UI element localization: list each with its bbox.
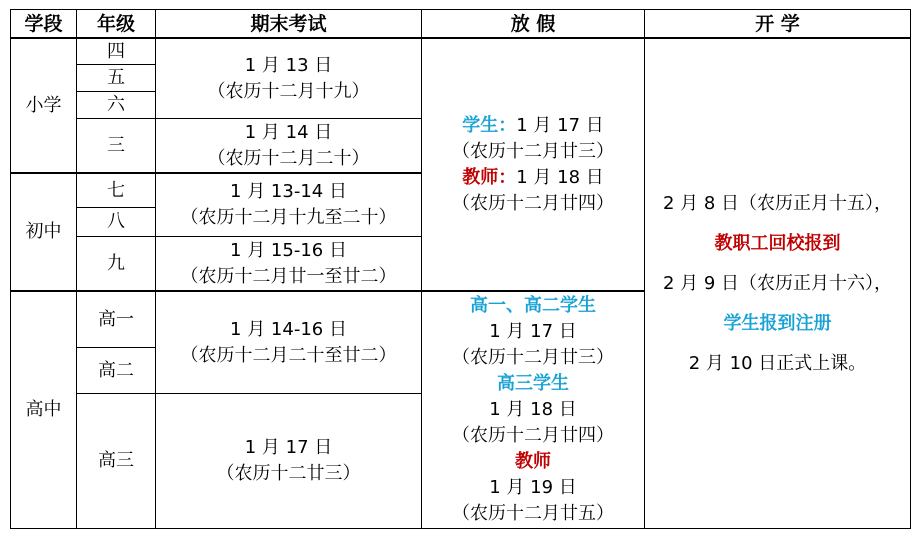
header-exam: 期末考试 [250, 12, 327, 35]
exam-primary-456: 1 月 13 日 （农历十二月十九） [207, 54, 370, 102]
header-grade: 年级 [96, 12, 135, 35]
holiday-student-line: 学生：1 月 17 日 [462, 114, 604, 136]
holiday-teacher-line: 教师：1 月 18 日 [462, 166, 604, 188]
exam-middle-78: 1 月 13-14 日 （农历十二月十九至二十） [180, 181, 397, 228]
exam-middle-9: 1 月 15-16 日 （农历十二月廿一至廿二） [180, 239, 397, 287]
section-high: 高中 [25, 399, 62, 420]
school-start-info: 2 月 8 日（农历正月十五）， 教职工回校报到 2 月 9 日（农历正月十六）， 学生报到注册 2 月 10 日正式上课。 [662, 192, 893, 374]
border-right [910, 9, 911, 529]
section-middle: 初中 [25, 221, 62, 242]
grade-san: 三 [107, 134, 125, 156]
grade-gao3: 高三 [98, 450, 134, 471]
exam-high-3: 1 月 17 日 （农历十二廿三） [216, 437, 361, 484]
holiday-high: 高一、高二学生 1 月 17 日 （农历十二月廿三） 高三学生 1 月 18 日 （农历十二月廿四） 教师 1 月 19 日 （农历十二月廿五） [452, 295, 614, 524]
border-bottom [10, 528, 911, 529]
grade-gao1: 高一 [98, 308, 134, 330]
grade-gao2: 高二 [98, 359, 134, 381]
section-primary: 小学 [25, 94, 62, 116]
grade-ba: 八 [107, 211, 125, 232]
grade-liu: 六 [107, 94, 125, 115]
exam-primary-3: 1 月 14 日 （农历十二月二十） [207, 121, 370, 169]
grade-si: 四 [107, 40, 125, 62]
header-holiday: 放 假 [510, 12, 556, 35]
grade-qi: 七 [107, 179, 125, 201]
grade-jiu: 九 [107, 252, 125, 274]
header-school-start: 开 学 [755, 12, 800, 35]
holiday-primary-middle: 学生：1 月 17 日 （农历十二月廿三） 教师：1 月 18 日 （农历十二月廿四） [452, 114, 614, 214]
header-section: 学段 [24, 12, 63, 35]
exam-high-12: 1 月 14-16 日 （农历十二月二十至廿二） [180, 318, 397, 366]
grade-wu: 五 [107, 67, 125, 88]
